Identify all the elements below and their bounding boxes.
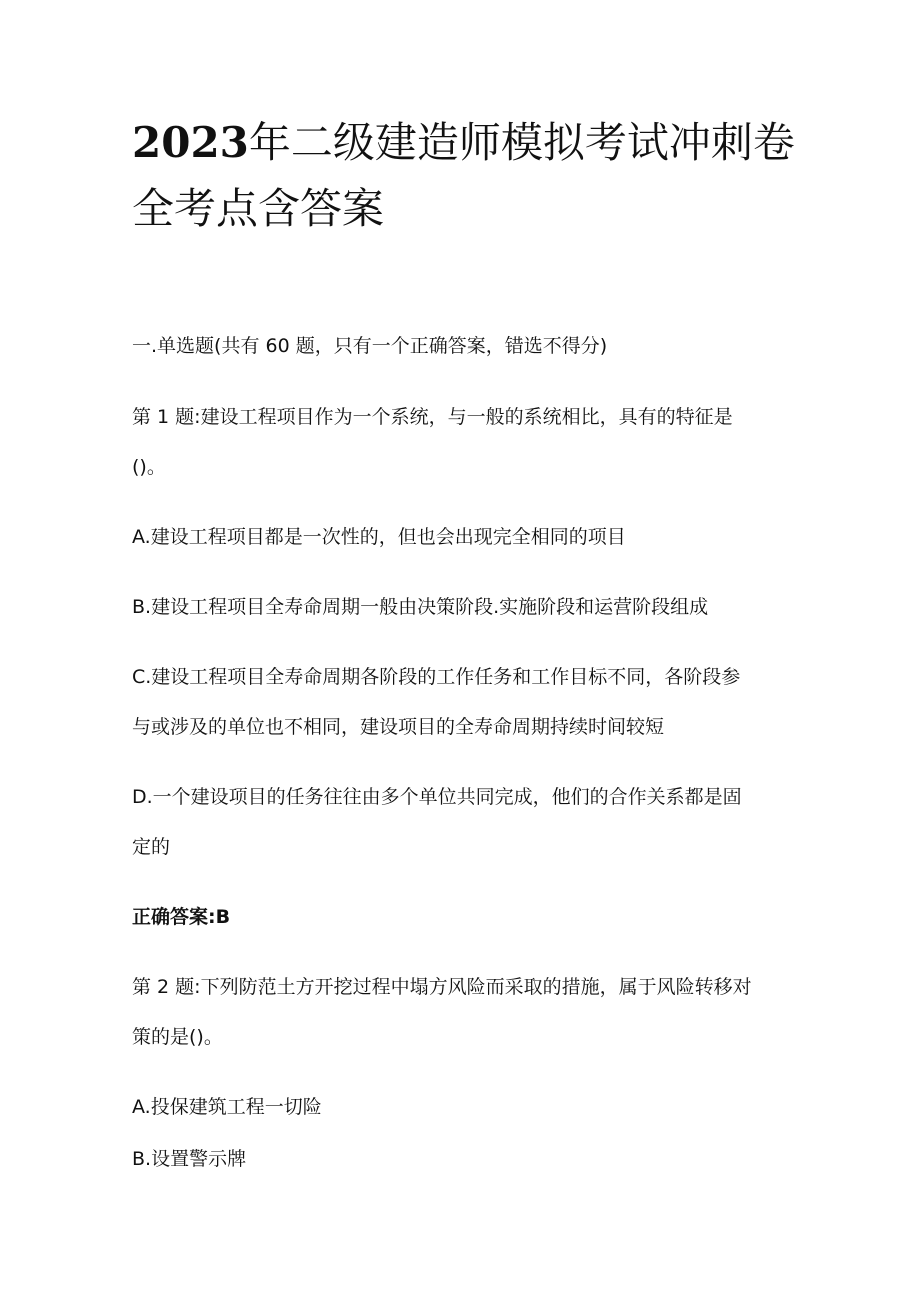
title-line2: 全考点含答案: [132, 184, 385, 233]
question-2-option-b: B.设置警示牌: [132, 1148, 247, 1170]
question-1-stem-line2: ()。: [132, 456, 166, 478]
section-heading: 一.单选题(共有 60 题，只有一个正确答案，错选不得分): [132, 335, 608, 357]
document-title: [132, 110, 812, 242]
question-1-answer: 正确答案:B: [132, 906, 231, 928]
title-line1-rest: 年二级建造师模拟考试冲刺卷: [248, 118, 795, 167]
question-1-option-d-line2: 定的: [132, 836, 171, 858]
question-2-stem-line1: 第 2 题:下列防范土方开挖过程中塌方风险而采取的措施，属于风险转移对: [132, 976, 752, 998]
question-1-stem-line1: 第 1 题:建设工程项目作为一个系统，与一般的系统相比，具有的特征是: [132, 406, 733, 428]
question-2-option-a: A.投保建筑工程一切险: [132, 1096, 322, 1118]
question-1-option-d-line1: D.一个建设项目的任务往往由多个单位共同完成，他们的合作关系都是固: [132, 786, 742, 808]
question-1-option-c-line1: C.建设工程项目全寿命周期各阶段的工作任务和工作目标不同，各阶段参: [132, 666, 741, 688]
question-1-option-a: A.建设工程项目都是一次性的，但也会出现完全相同的项目: [132, 526, 626, 548]
question-2-stem-line2: 策的是()。: [132, 1026, 223, 1048]
question-1-option-c-line2: 与或涉及的单位也不相同，建设项目的全寿命周期持续时间较短: [132, 716, 665, 738]
question-1-option-b: B.建设工程项目全寿命周期一般由决策阶段.实施阶段和运营阶段组成: [132, 596, 709, 618]
title-year: 2023: [132, 118, 249, 167]
